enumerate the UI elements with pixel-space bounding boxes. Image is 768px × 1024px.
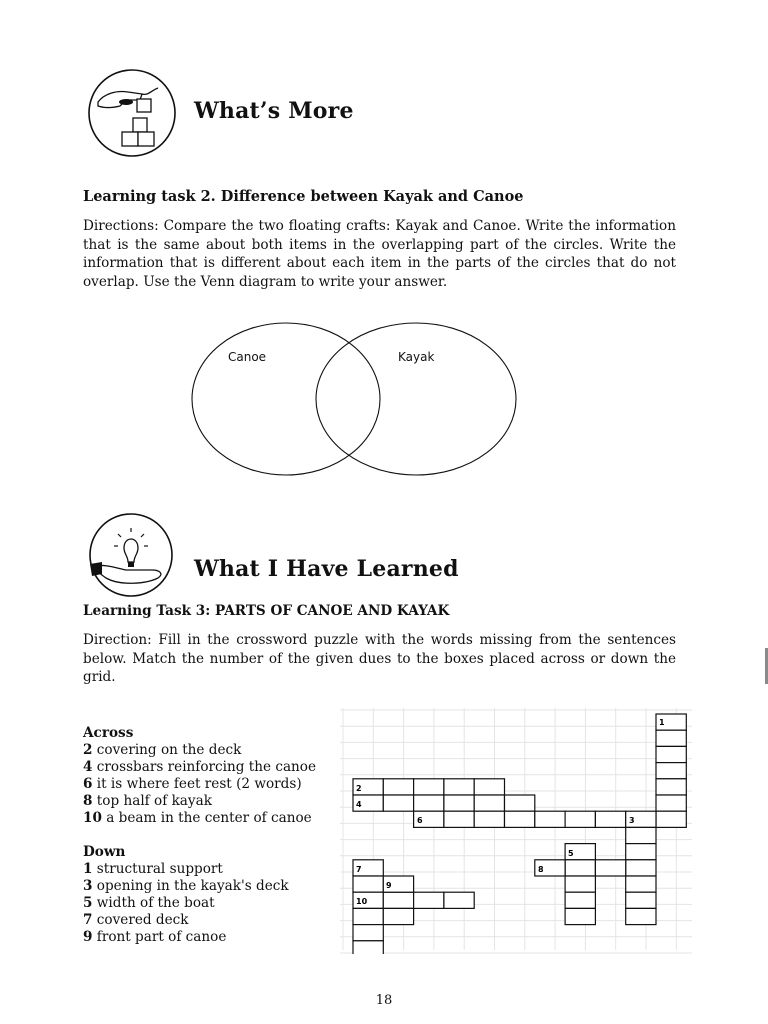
venn-right-circle	[316, 323, 516, 475]
down-clue: 3 opening in the kayak's deck	[83, 878, 289, 894]
across-clue: 2 covering on the deck	[83, 742, 242, 758]
crossword-cell[interactable]	[626, 844, 656, 860]
crossword-cell[interactable]	[656, 730, 686, 746]
lightbulb-hand-icon	[86, 510, 176, 600]
crossword-grid	[340, 708, 696, 954]
grid-number-10: 10	[356, 897, 368, 906]
venn-left-circle	[192, 323, 380, 475]
crossword-cell[interactable]	[626, 908, 656, 924]
crossword-cell[interactable]	[414, 779, 444, 795]
grid-number-6: 6	[417, 816, 423, 825]
down-clue: 9 front part of canoe	[83, 929, 227, 945]
crossword-cell[interactable]	[565, 876, 595, 892]
crossword-cell[interactable]	[626, 876, 656, 892]
down-clue: 7 covered deck	[83, 912, 189, 928]
task3-direction: Direction: Fill in the crossword puzzle with the words missing from the sentences below. Match the number of the given dues to the boxes placed across or down the grid.	[83, 632, 676, 685]
crossword-cell[interactable]	[414, 795, 444, 811]
down-heading: Down	[83, 844, 126, 860]
crossword-cell[interactable]	[505, 795, 535, 811]
crossword-cell[interactable]	[595, 860, 625, 876]
section-title-whats-more: What’s More	[194, 98, 354, 124]
crossword-cell[interactable]	[656, 779, 686, 795]
grid-number-3: 3	[629, 816, 635, 825]
grid-number-1: 1	[659, 718, 665, 727]
crossword-cell[interactable]	[656, 795, 686, 811]
crossword-cell[interactable]	[595, 811, 625, 827]
crossword-cell[interactable]	[505, 811, 535, 827]
crossword-cell[interactable]	[565, 908, 595, 924]
crossword-cell[interactable]	[444, 795, 474, 811]
crossword-cell[interactable]	[353, 941, 383, 954]
crossword-cell[interactable]	[565, 892, 595, 908]
page-number: 18	[375, 993, 393, 1008]
venn-label-kayak: Kayak	[398, 350, 435, 364]
section-title-what-i-have-learned: What I Have Learned	[194, 556, 459, 582]
crossword-cell[interactable]	[444, 811, 474, 827]
crossword-cell[interactable]	[656, 746, 686, 762]
grid-number-4: 4	[356, 800, 362, 809]
crossword-cell[interactable]	[353, 908, 383, 924]
across-clue: 4 crossbars reinforcing the canoe	[83, 759, 317, 775]
crossword-cell[interactable]	[656, 763, 686, 779]
across-heading: Across	[83, 725, 134, 741]
hand-blocks-icon	[86, 66, 178, 160]
grid-number-8: 8	[538, 865, 544, 874]
crossword-cell[interactable]	[535, 811, 565, 827]
across-clue: 8 top half of kayak	[83, 793, 212, 809]
crossword-cell[interactable]	[656, 811, 686, 827]
task3-title: Learning Task 3: PARTS OF CANOE AND KAYAK	[83, 603, 450, 619]
grid-number-5: 5	[568, 849, 574, 858]
down-clue: 1 structural support	[83, 861, 223, 877]
crossword-cell[interactable]	[383, 908, 413, 924]
crossword-cell[interactable]	[414, 892, 444, 908]
clues-across	[83, 725, 316, 827]
crossword-cell[interactable]	[444, 892, 474, 908]
crossword-cell[interactable]	[565, 811, 595, 827]
clues-down	[83, 844, 289, 946]
crossword-cell[interactable]	[474, 795, 504, 811]
across-clue: 6 it is where feet rest (2 words)	[83, 776, 302, 792]
task2-directions: Directions: Compare the two floating crafts: Kayak and Canoe. Write the information that is the same about both items in the overlapping part of the circles. Write the information that is different about each item in the parts of the circles that do not overlap. Use the Venn diagram to write your answer.	[83, 218, 676, 290]
grid-number-2: 2	[356, 784, 362, 793]
crossword-cell[interactable]	[353, 876, 383, 892]
crossword-cell[interactable]	[353, 925, 383, 941]
venn-label-canoe: Canoe	[228, 350, 267, 364]
crossword-cell[interactable]	[474, 811, 504, 827]
crossword-cell[interactable]	[626, 827, 656, 843]
grid-number-7: 7	[356, 865, 362, 874]
crossword-cell[interactable]	[474, 779, 504, 795]
venn-diagram	[190, 318, 522, 480]
crossword-cell[interactable]	[444, 779, 474, 795]
grid-number-9: 9	[386, 881, 392, 890]
crossword-cell[interactable]	[626, 892, 656, 908]
task2-title: Learning task 2. Difference between Kayak and Canoe	[83, 188, 524, 205]
across-clue: 10 a beam in the center of canoe	[83, 810, 312, 826]
crossword-cell[interactable]	[383, 795, 413, 811]
crossword-cell[interactable]	[383, 779, 413, 795]
crossword-cell[interactable]	[565, 860, 595, 876]
crossword-cell[interactable]	[626, 860, 656, 876]
down-clue: 5 width of the boat	[83, 895, 215, 911]
crossword-cell[interactable]	[383, 892, 413, 908]
